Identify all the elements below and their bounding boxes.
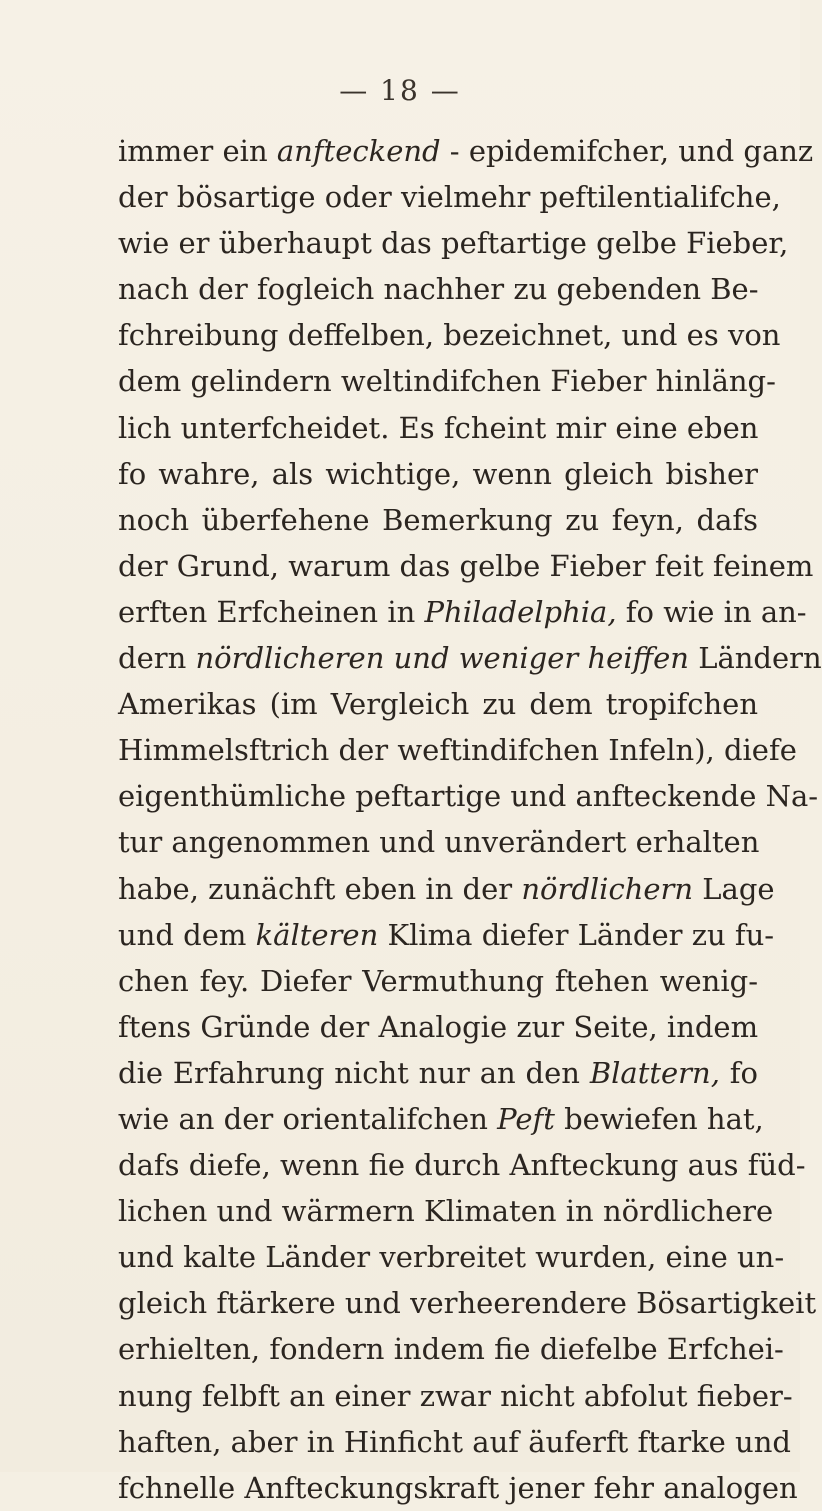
text-run: dem gelindern weltindifchen Fieber hinläng- xyxy=(118,364,776,399)
text-run: die Erfahrung nicht nur an den xyxy=(118,1055,590,1090)
text-run: erften Erfcheinen in xyxy=(118,594,425,629)
text-line xyxy=(118,1096,764,1142)
text-run: noch überfehene Bemerkung zu feyn, dafs xyxy=(118,502,758,537)
text-line xyxy=(118,1142,806,1188)
italic-phrase: Peft xyxy=(497,1101,555,1136)
text-line xyxy=(118,681,758,727)
italic-phrase: nördlicheren und weniger heiffen xyxy=(195,641,689,676)
text-line xyxy=(118,912,775,958)
text-line xyxy=(118,866,775,912)
text-line xyxy=(118,451,758,497)
text-run: der bösartige oder vielmehr peftilentialifche, xyxy=(118,180,781,215)
text-line xyxy=(118,497,758,543)
text-run: lichen und wärmern Klimaten in nördlichere xyxy=(118,1194,774,1229)
text-line xyxy=(118,312,781,358)
text-run: - epidemifcher, und ganz xyxy=(440,134,814,168)
text-run: dafs diefe, wenn fie durch Anfteckung aus füd- xyxy=(118,1148,806,1183)
text-run: Klima diefer Länder zu fu- xyxy=(378,917,775,952)
text-run: lich unterfcheidet. Es fcheint mir eine eben xyxy=(118,410,759,445)
text-line xyxy=(118,220,789,266)
text-run: eigenthümliche peftartige und anfteckende Na- xyxy=(118,779,819,814)
text-line xyxy=(118,773,819,819)
text-run: und dem xyxy=(118,917,256,952)
text-run: fo wahre, als wichtige, wenn gleich bisher xyxy=(118,456,758,491)
text-line xyxy=(118,958,758,1004)
text-run: fchnelle Anfteckungskraft jener fehr analogen xyxy=(118,1470,798,1505)
text-line xyxy=(118,128,814,174)
text-line xyxy=(118,174,781,220)
text-run: Amerikas (im Vergleich zu dem tropifchen xyxy=(118,687,758,722)
italic-phrase: Blattern, xyxy=(589,1055,720,1090)
text-line xyxy=(118,1280,817,1326)
text-line xyxy=(118,358,776,404)
text-run: gleich ftärkere und verheerendere Bösartigkeit xyxy=(118,1286,817,1321)
text-line xyxy=(118,1188,774,1234)
text-line xyxy=(118,819,758,865)
text-run: nach der fogleich nachher zu gebenden Be- xyxy=(118,272,759,307)
text-line xyxy=(118,1234,785,1280)
text-line xyxy=(118,266,758,312)
text-line xyxy=(118,635,822,681)
text-line xyxy=(118,543,814,589)
text-run: immer ein xyxy=(118,134,277,168)
text-run: tur angenommen und unverändert erhalten xyxy=(118,825,760,860)
text-run: fo wie in an- xyxy=(616,594,807,629)
text-line xyxy=(118,727,797,773)
text-line xyxy=(118,405,758,451)
page-number-header: — 18 — xyxy=(339,74,461,107)
text-run: chen fey. Diefer Vermuthung ftehen wenig- xyxy=(118,963,758,998)
text-line xyxy=(118,589,807,635)
text-run: fchreibung deffelben, bezeichnet, und es von xyxy=(118,318,781,353)
text-line xyxy=(118,1419,791,1465)
text-run: haften, aber in Hinficht auf äuferft ftarke und xyxy=(118,1424,791,1459)
text-line xyxy=(118,1004,758,1050)
text-line xyxy=(118,1465,798,1511)
italic-phrase: anfteckend xyxy=(276,134,441,168)
body-text xyxy=(118,128,822,1511)
text-run: erhielten, fondern indem fie diefelbe Erfchei- xyxy=(118,1332,784,1367)
text-line xyxy=(118,1373,793,1419)
text-run: dern xyxy=(118,641,196,676)
text-run: habe, zunächft eben in der xyxy=(118,871,522,906)
text-line xyxy=(118,1050,758,1096)
text-run: Lage xyxy=(693,871,775,906)
text-line xyxy=(118,1326,784,1372)
text-run: Ländern xyxy=(688,641,822,676)
text-run: ftens Gründe der Analogie zur Seite, indem xyxy=(118,1009,759,1044)
italic-phrase: Philadelphia, xyxy=(424,594,617,629)
text-run: und kalte Länder verbreitet wurden, eine un- xyxy=(118,1240,785,1275)
text-run: nung felbft an einer zwar nicht abfolut fieber- xyxy=(118,1378,793,1413)
text-run: wie an der orientalifchen xyxy=(118,1101,498,1136)
text-run: fo xyxy=(719,1055,758,1090)
text-run: wie er überhaupt das peftartige gelbe Fieber, xyxy=(118,226,789,261)
italic-phrase: nördlichern xyxy=(521,871,694,906)
italic-phrase: kälteren xyxy=(255,917,379,952)
text-run: der Grund, warum das gelbe Fieber feit feinem xyxy=(118,548,814,583)
text-run: Himmelsftrich der weftindifchen Infeln), diefe xyxy=(118,733,797,768)
text-run: bewiefen hat, xyxy=(554,1101,764,1136)
